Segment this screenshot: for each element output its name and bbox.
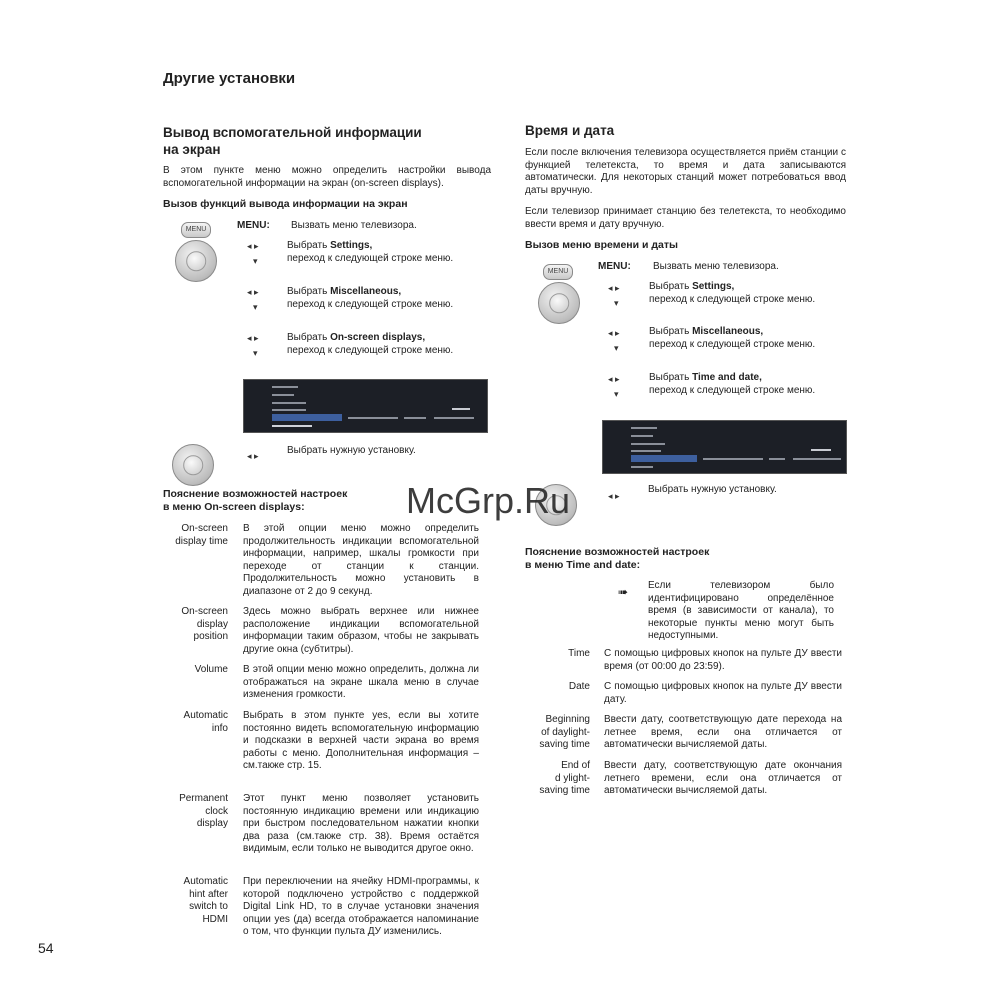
def-text: Ввести дату, соответствующую дате окончания летнего времени, если она отличается от автоматически вычисляемой даты. (604, 760, 842, 796)
remote-navigation-icon (175, 240, 217, 282)
def-text: В этой опции меню можно определить продолжительность индикации вспомогательной информации, например, шкалы громкости при переходе от станции к станции. Продолжительность можно установить в диапазоне от 2 до 9 секунд. (243, 523, 479, 597)
def-text: С помощью цифровых кнопок на пульте ДУ ввести время (от 00:00 до 23:59). (604, 648, 842, 672)
def-text: С помощью цифровых кнопок на пульте ДУ ввести дату. (604, 681, 842, 705)
def-label: On-screen display position (181, 606, 228, 642)
right-step-3: Выбрать Time and date, переход к следующей строке меню. (649, 372, 816, 396)
left-subheading-explain: Пояснение возможностей настроек в меню On-screen displays: (163, 488, 348, 513)
def-label: End of d ylight- saving time (539, 760, 590, 796)
right-section-title: Время и дата (525, 123, 615, 138)
right-step-2: Выбрать Miscellaneous, переход к следующей строке меню. (649, 326, 816, 350)
right-select-text: Выбрать нужную установку. (648, 484, 777, 495)
right-step-1: Выбрать Settings, переход к следующей строке меню. (649, 281, 816, 305)
tv-menu-screenshot (602, 420, 847, 474)
def-text: Здесь можно выбрать верхнее или нижнее расположение индикации вспомогательной информации таким образом, чтобы не закрывать другие окна (субтитры). (243, 606, 479, 655)
right-note: Если телевизором было идентифицировано определённое время (в зависимости от канала), то некоторые пункты меню могут быть недоступными. (648, 580, 834, 641)
def-text: Выбрать в этом пункте yes, если вы хотите постоянно видеть вспомогательную информацию и подсказки в верхней части экрана во время работы с меню. Дополнительная информация – см.также стр. 15. (243, 710, 479, 771)
page-number: 54 (38, 940, 54, 956)
def-label: Beginning of daylight- saving time (539, 714, 590, 750)
down-arrow-icon: ▾ (614, 389, 619, 399)
def-label: Automatic info (183, 710, 228, 734)
right-subheading-call: Вызов меню времени и даты (525, 239, 679, 251)
left-intro: В этом пункте меню можно определить настройки вывода вспомогательной информации на экран (on-screen displays). (163, 165, 491, 189)
right-subheading-explain: Пояснение возможностей настроек в меню Time and date: (525, 546, 710, 571)
def-text: В этой опции меню можно определить, должна ли отображаться на экране шкала меню в случае изменения громкости. (243, 664, 479, 700)
watermark: McGrp.Ru (406, 480, 571, 521)
def-text: При переключении на ячейку HDMI-программы, к которой подключено устройство с поддержкой Digital Link HD, то в случае установки значения опции yes (да) всегда отображается напоминание о том, что функции пульта ДУ изменились. (243, 876, 479, 937)
left-right-arrows-icon: ◂ ▸ (247, 241, 259, 251)
remote-navigation-icon (172, 444, 214, 486)
def-label: Automatic hint after switch to HDMI (183, 876, 228, 925)
left-right-arrows-icon: ◂ ▸ (608, 283, 620, 293)
right-menu-text: Вызвать меню телевизора. (653, 261, 779, 272)
def-label: Date (568, 681, 590, 692)
def-text: Этот пункт меню позволяет установить постоянную индикацию времени или индикацию при быстром последовательном нажатии кнопки два раза (см.также стр. 38). Время остаётся видимым, если только не выводится другое окно. (243, 793, 479, 854)
remote-navigation-icon (538, 282, 580, 324)
left-menu-label: MENU: (237, 220, 270, 231)
left-step-3: Выбрать On-screen displays, переход к следующей строке меню. (287, 332, 454, 356)
left-right-arrows-icon: ◂ ▸ (608, 491, 620, 501)
left-select-text: Выбрать нужную установку. (287, 445, 416, 456)
down-arrow-icon: ▾ (614, 343, 619, 353)
left-right-arrows-icon: ◂ ▸ (247, 451, 259, 461)
right-menu-label: MENU: (598, 261, 631, 272)
right-paragraph-1: Если после включения телевизора осуществляется приём станции с функцией телетекста, то время и дата записываются автоматически. Для некоторых станций может потребоваться ввод даты вручную. (525, 147, 846, 196)
def-label: Volume (194, 664, 228, 675)
left-step-1: Выбрать Settings, переход к следующей строке меню. (287, 240, 454, 264)
page-title: Другие установки (163, 70, 296, 87)
left-menu-text: Вызвать меню телевизора. (291, 220, 417, 231)
left-right-arrows-icon: ◂ ▸ (608, 328, 620, 338)
def-label: On-screen display time (175, 523, 228, 547)
down-arrow-icon: ▾ (614, 298, 619, 308)
def-label: Permanent clock display (179, 793, 228, 829)
menu-button-icon: MENU (543, 264, 573, 280)
left-subheading-call: Вызов функций вывода информации на экран (163, 198, 408, 210)
down-arrow-icon: ▾ (253, 302, 258, 312)
down-arrow-icon: ▾ (253, 256, 258, 266)
def-label: Time (568, 648, 590, 659)
left-step-2: Выбрать Miscellaneous, переход к следующей строке меню. (287, 286, 454, 310)
menu-button-icon: MENU (181, 222, 211, 238)
tv-menu-screenshot (243, 379, 488, 433)
left-section-title: Вывод вспомогательной информации на экран (163, 125, 422, 157)
left-right-arrows-icon: ◂ ▸ (608, 374, 620, 384)
left-right-arrows-icon: ◂ ▸ (247, 333, 259, 343)
def-text: Ввести дату, соответствующую дате перехода на летнее время, если она отличается от автоматически вычисляемой даты. (604, 714, 842, 750)
right-paragraph-2: Если телевизор принимает станцию без телетекста, то необходимо ввести время и дату вручную. (525, 206, 846, 230)
left-right-arrows-icon: ◂ ▸ (247, 287, 259, 297)
note-arrow-icon: ➠ (618, 585, 629, 599)
down-arrow-icon: ▾ (253, 348, 258, 358)
